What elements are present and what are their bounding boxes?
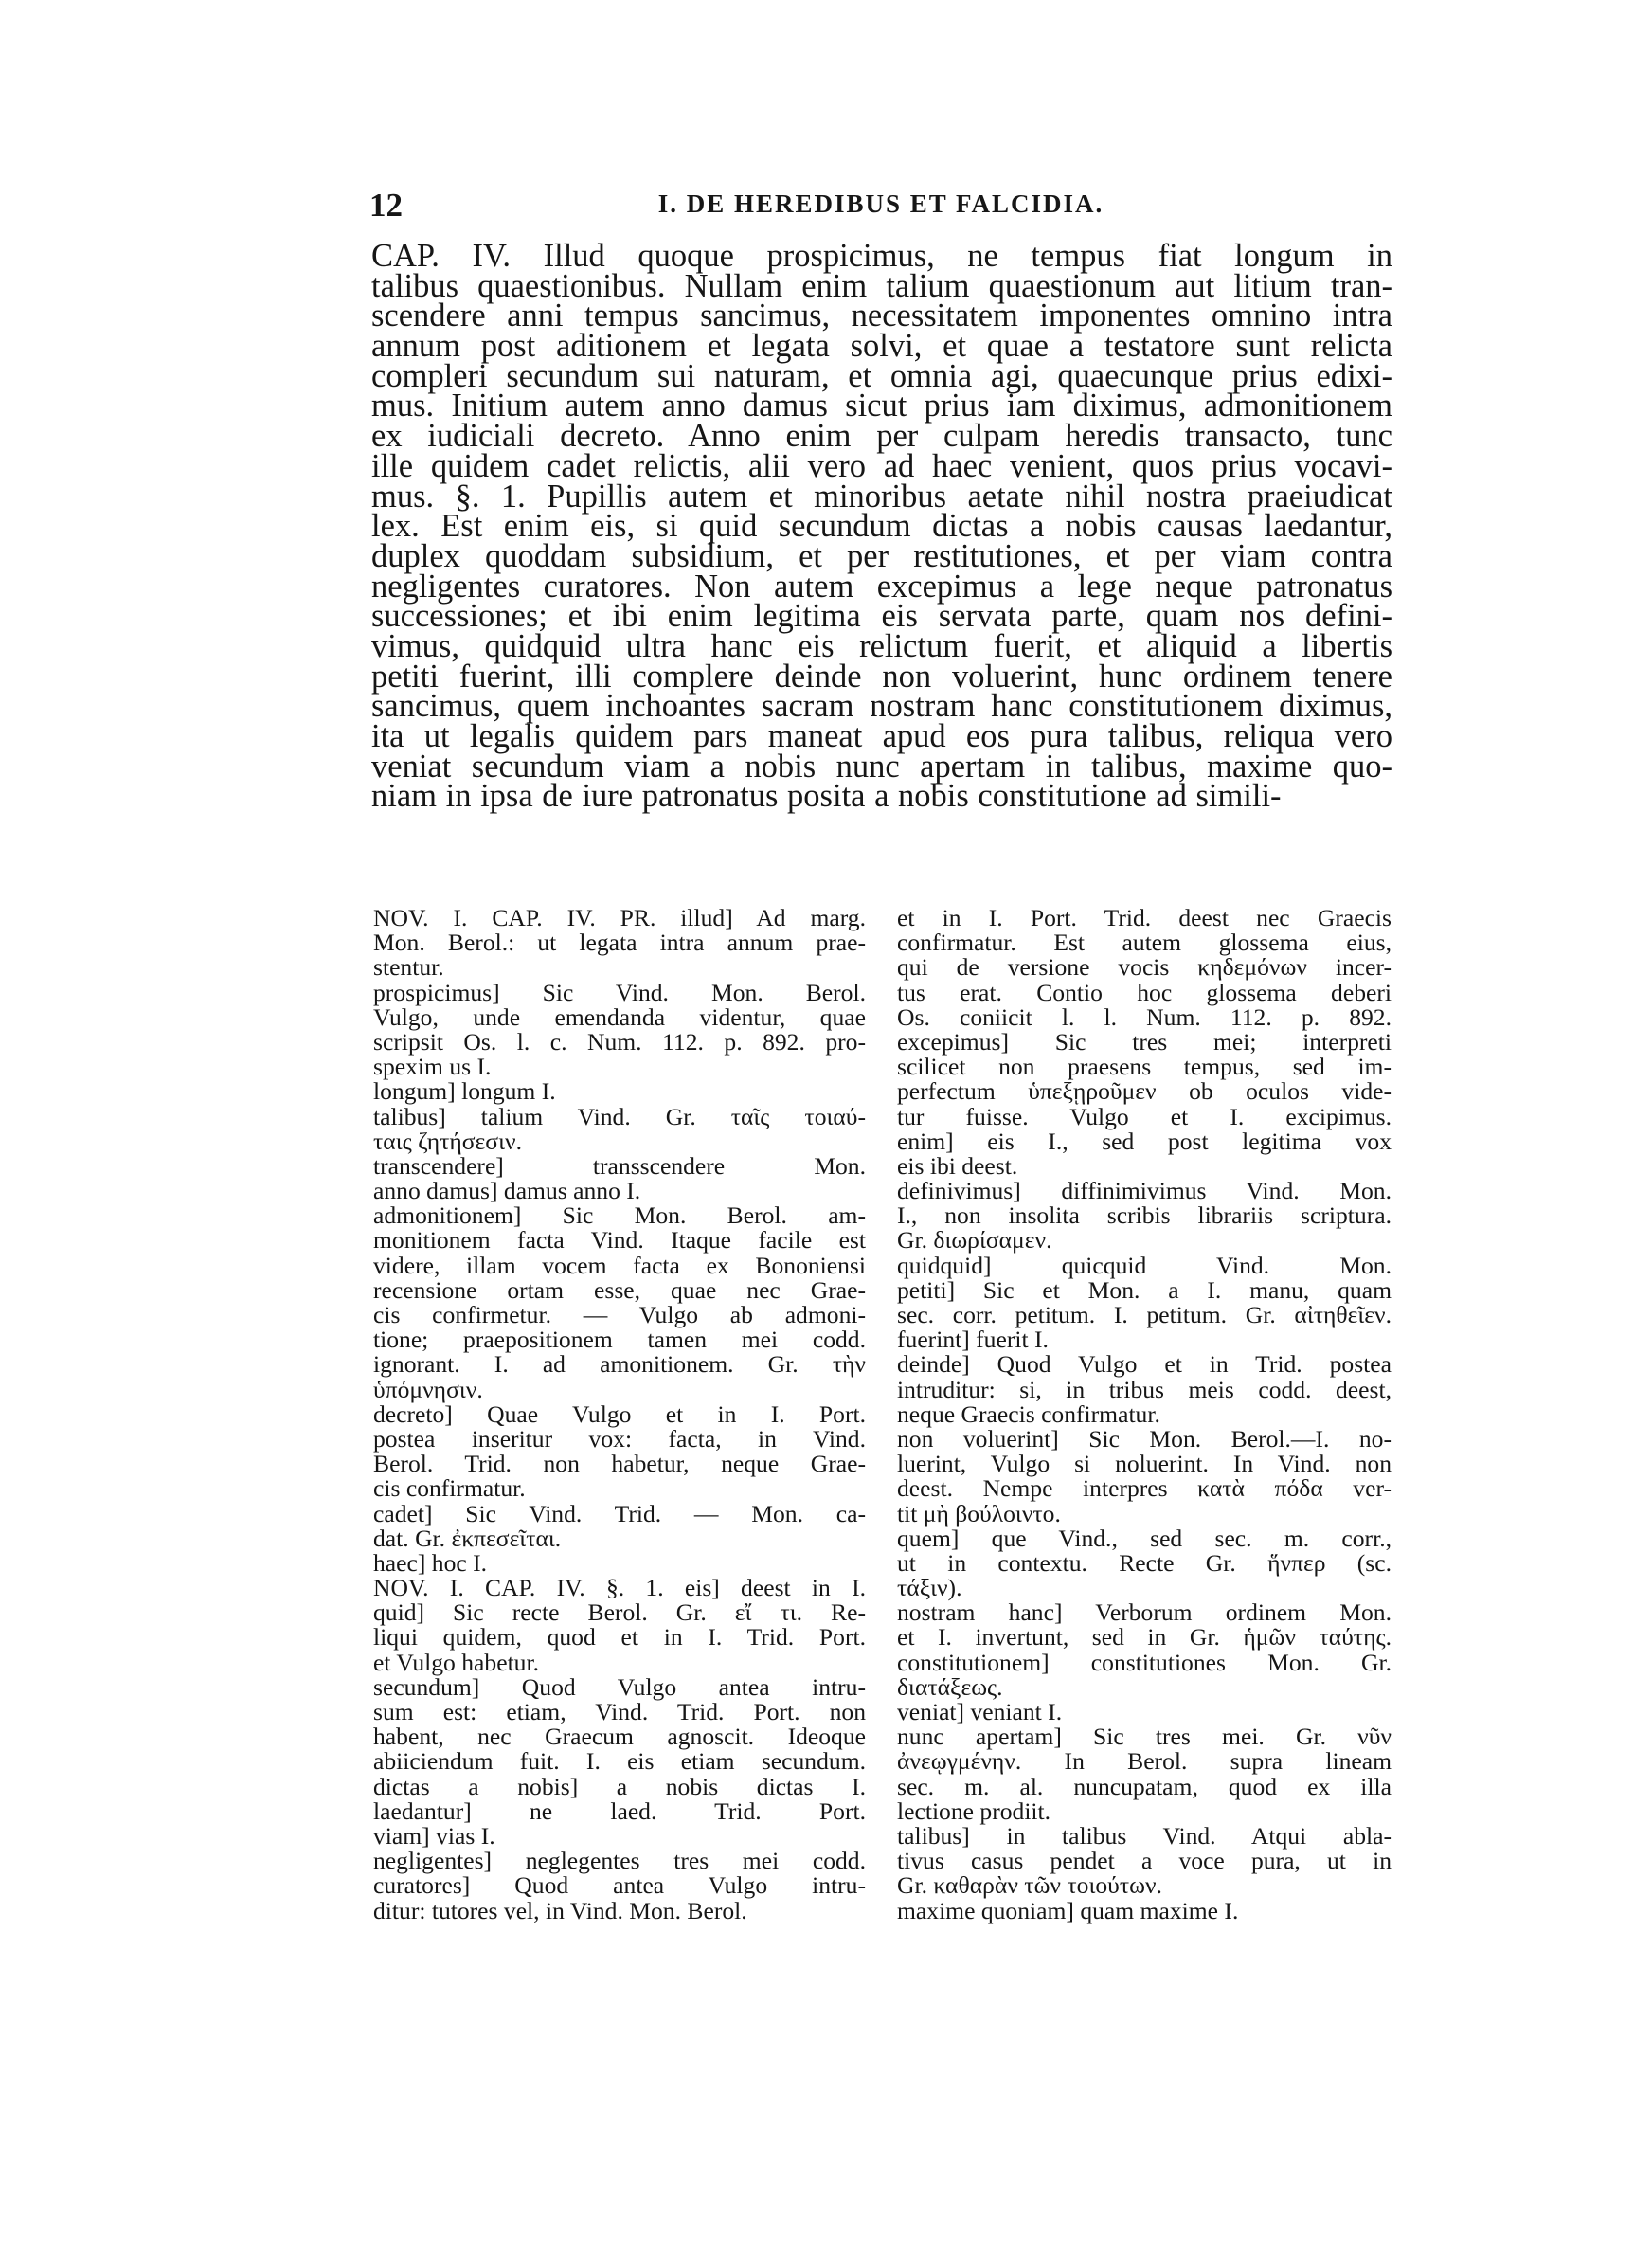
footnote-line: tione; praepositionem tamen mei codd. [373, 1326, 866, 1354]
footnote-line: dictas a nobis] a nobis dictas I. [373, 1772, 866, 1800]
footnote-line: lectione prodiit. [897, 1797, 1051, 1825]
footnote-line: neque Graecis confirmatur. [897, 1399, 1160, 1428]
main-text-line: ita ut legalis quidem pars maneat apud eos pura talibus, reliqua vero [371, 718, 1392, 754]
footnote-line: non voluerint] Sic Mon. Berol.—I. no- [897, 1424, 1392, 1453]
footnote-line: longum] longum I. [373, 1077, 556, 1106]
footnote-line: fuerint] fuerit I. [897, 1326, 1049, 1354]
footnote-line: tit μὴ βούλοιντο. [897, 1499, 1061, 1527]
main-text-line: negligentes curatores. Non autem excepimus a lege neque patronatus [371, 568, 1392, 605]
footnote-line: talibus] talium Vind. Gr. ταῖς τοιαύ- [373, 1102, 866, 1130]
footnote-line: curatores] Quod antea Vulgo intru- [373, 1871, 866, 1900]
footnote-line: negligentes] neglegentes tres mei codd. [373, 1847, 866, 1875]
main-text-line: ille quidem cadet relictis, alii vero ad haec venient, quos prius vocavi- [371, 447, 1392, 484]
footnote-line: definivimus] diffinimivimus Vind. Mon. [897, 1177, 1392, 1205]
footnote-line: talibus] in talibus Vind. Atqui abla- [897, 1821, 1392, 1850]
footnote-line: scilicet non praesens tempus, sed im- [897, 1053, 1392, 1081]
footnote-line: τάξιν). [897, 1574, 962, 1602]
footnote-line: viam] vias I. [373, 1821, 495, 1850]
footnote-line: ἀνεῳγμένην. In Berol. supra lineam [897, 1747, 1392, 1776]
footnote-line: nunc apertam] Sic tres mei. Gr. νῦν [897, 1723, 1392, 1751]
footnote-line: Gr. διωρίσαμεν. [897, 1226, 1052, 1255]
footnote-line: veniat] veniant I. [897, 1698, 1063, 1725]
page-header [369, 187, 1392, 234]
main-text-line: scendere anni tempus sancimus, necessitatem imponentes omnino intra [371, 298, 1392, 334]
footnote-line: Mon. Berol.: ut legata intra annum prae- [373, 929, 866, 957]
footnote-line: Vulgo, unde emendanda videntur, quae [373, 1002, 866, 1031]
footnote-line: cis confirmatur. [373, 1474, 526, 1503]
footnote-line: prospicimus] Sic Vind. Mon. Berol. [373, 978, 866, 1006]
footnote-line: tur fuisse. Vulgo et I. excipimus. [897, 1102, 1392, 1130]
footnote-line: transcendere] transscendere Mon. [373, 1151, 866, 1180]
footnote-line: tivus casus pendet a voce pura, ut in [897, 1847, 1392, 1875]
footnote-line: quidquid] quicquid Vind. Mon. [897, 1251, 1392, 1279]
footnote-line: sum est: etiam, Vind. Trid. Port. non [373, 1698, 866, 1725]
main-text-line: duplex quoddam subsidium, et per restitutiones, et per viam contra [371, 537, 1392, 574]
footnote-line: nostram hanc] Verborum ordinem Mon. [897, 1598, 1392, 1627]
footnote-line: haec] hoc I. [373, 1548, 488, 1577]
main-text-line: compleri secundum sui naturam, et omnia agi, quaecunque prius edixi- [371, 357, 1392, 394]
footnote-line: quid] Sic recte Berol. Gr. εἴ τι. Re- [373, 1598, 866, 1627]
footnote-line: videre, illam vocem facta ex Bononiensi [373, 1251, 866, 1279]
footnote-line: constitutionem] constitutiones Mon. Gr. [897, 1648, 1392, 1676]
footnote-line: postea inseritur vox: facta, in Vind. [373, 1424, 866, 1453]
footnote-line: anno damus] damus anno I. [373, 1177, 641, 1205]
footnote-line: ut in contextu. Recte Gr. ἥνπερ (sc. [897, 1548, 1392, 1577]
footnote-line: ταις ζητήσεσιν. [373, 1127, 522, 1155]
footnote-line: eis ibi deest. [897, 1151, 1018, 1180]
footnote-line: confirmatur. Est autem glossema eius, [897, 929, 1392, 957]
footnote-line: qui de versione vocis κηδεμόνων incer- [897, 953, 1392, 982]
footnote-line: intruditur: si, in tribus meis codd. deest, [897, 1375, 1392, 1403]
main-text-line: successiones; et ibi enim legitima eis servata parte, quam nos defini- [371, 598, 1392, 635]
footnote-line: et in I. Port. Trid. deest nec Graecis [897, 904, 1392, 931]
footnote-line: abiiciendum fuit. I. eis etiam secundum. [373, 1747, 866, 1776]
footnote-line: stentur. [373, 953, 444, 982]
footnote-line: luerint, Vulgo si noluerint. In Vind. non [897, 1450, 1392, 1478]
footnote-line: maxime quoniam] quam maxime I. [897, 1896, 1239, 1924]
footnote-line: dat. Gr. ἐκπεσεῖται. [373, 1524, 562, 1552]
main-text-line: sancimus, quem inchoantes sacram nostram hanc constitutionem diximus, [371, 688, 1392, 725]
footnote-line: Os. coniicit l. l. Num. 112. p. 892. [897, 1002, 1392, 1031]
footnote-line: sec. m. al. nuncupatam, quod ex illa [897, 1772, 1392, 1800]
footnote-line: deinde] Quod Vulgo et in Trid. postea [897, 1350, 1392, 1379]
footnote-line: excepimus] Sic tres mei; interpreti [897, 1027, 1392, 1056]
footnotes-right-column [897, 906, 1392, 1923]
footnote-line: cis confirmetur. — Vulgo ab admoni- [373, 1301, 866, 1328]
main-text-line: ex iudiciali decreto. Anno enim per culpam heredis transacto, tunc [371, 418, 1392, 455]
footnote-line: quem] que Vind., sed sec. m. corr., [897, 1524, 1392, 1552]
footnote-line: recensione ortam esse, quae nec Grae- [373, 1275, 866, 1304]
main-text-line: CAP. IV. Illud quoque prospicimus, ne tempus fiat longum in [371, 238, 1392, 274]
main-text [371, 238, 1392, 815]
footnote-line: διατάξεως. [897, 1672, 1003, 1701]
footnote-line: et Vulgo habetur. [373, 1648, 539, 1676]
footnote-line: NOV. I. CAP. IV. PR. illud] Ad marg. [373, 904, 866, 931]
footnote-line: decreto] Quae Vulgo et in I. Port. [373, 1399, 866, 1428]
footnote-line: cadet] Sic Vind. Trid. — Mon. ca- [373, 1499, 866, 1527]
footnote-line: I., non insolita scribis librariis scriptura. [897, 1201, 1392, 1230]
footnote-line: Berol. Trid. non habetur, neque Grae- [373, 1450, 866, 1478]
footnote-line: enim] eis I., sed post legitima vox [897, 1127, 1392, 1155]
footnote-line: secundum] Quod Vulgo antea intru- [373, 1672, 866, 1701]
footnote-line: admonitionem] Sic Mon. Berol. am- [373, 1201, 866, 1230]
footnote-line: Gr. καθαρὰν τῶν τοιούτων. [897, 1871, 1162, 1900]
footnote-line: laedantur] ne laed. Trid. Port. [373, 1797, 866, 1825]
footnote-line: ὑπόμνησιν. [373, 1375, 483, 1403]
main-text-line: vimus, quidquid ultra hanc eis relictum fuerit, et aliquid a libertis [371, 627, 1392, 664]
main-text-line: petiti fuerint, illi complere deinde non voluerint, hunc ordinem tenere [371, 658, 1392, 695]
footnote-line: monitionem facta Vind. Itaque facile est [373, 1226, 866, 1255]
footnote-line: petiti] Sic et Mon. a I. manu, quam [897, 1275, 1392, 1304]
main-text-line: niam in ipsa de iure patronatus posita a nobis constitutione ad simili- [371, 778, 1282, 815]
footnote-line: deest. Nempe interpres κατὰ πόδα ver- [897, 1474, 1392, 1503]
main-text-line: annum post aditionem et legata solvi, et quae a testatore sunt relicta [371, 328, 1392, 365]
footnote-line: tus erat. Contio hoc glossema deberi [897, 978, 1392, 1006]
page-number: 12 [369, 187, 403, 224]
footnote-line: ignorant. I. ad amonitionem. Gr. τὴν [373, 1350, 866, 1379]
main-text-line: mus. §. 1. Pupillis autem et minoribus aetate nihil nostra praeiudicat [371, 478, 1392, 515]
main-text-line: mus. Initium autem anno damus sicut prius iam diximus, admonitionem [371, 388, 1392, 424]
footnote-line: spexim us I. [373, 1053, 492, 1081]
footnote-line: NOV. I. CAP. IV. §. 1. eis] deest in I. [373, 1574, 866, 1602]
running-head: I. DE HEREDIBUS ET FALCIDIA. [657, 190, 1104, 218]
footnote-line: perfectum ὑπεξῃροῦμεν ob oculos vide- [897, 1077, 1392, 1106]
footnote-line: et I. invertunt, sed in Gr. ἡμῶν ταύτης. [897, 1623, 1392, 1652]
main-text-line: lex. Est enim eis, si quid secundum dictas a nobis causas laedantur, [371, 508, 1392, 545]
footnote-line: ditur: tutores vel, in Vind. Mon. Berol. [373, 1896, 747, 1924]
main-text-line: veniat secundum viam a nobis nunc apertam in talibus, maxime quo- [371, 748, 1392, 785]
footnotes-left-column [373, 906, 866, 1923]
footnote-line: scripsit Os. l. c. Num. 112. p. 892. pro- [373, 1027, 866, 1056]
footnote-line: habent, nec Graecum agnoscit. Ideoque [373, 1723, 866, 1751]
footnote-line: sec. corr. petitum. I. petitum. Gr. αἰτηθεῖεν. [897, 1301, 1392, 1328]
footnote-line: liqui quidem, quod et in I. Trid. Port. [373, 1623, 866, 1652]
main-text-line: talibus quaestionibus. Nullam enim talium quaestionum aut litium tran- [371, 267, 1392, 304]
